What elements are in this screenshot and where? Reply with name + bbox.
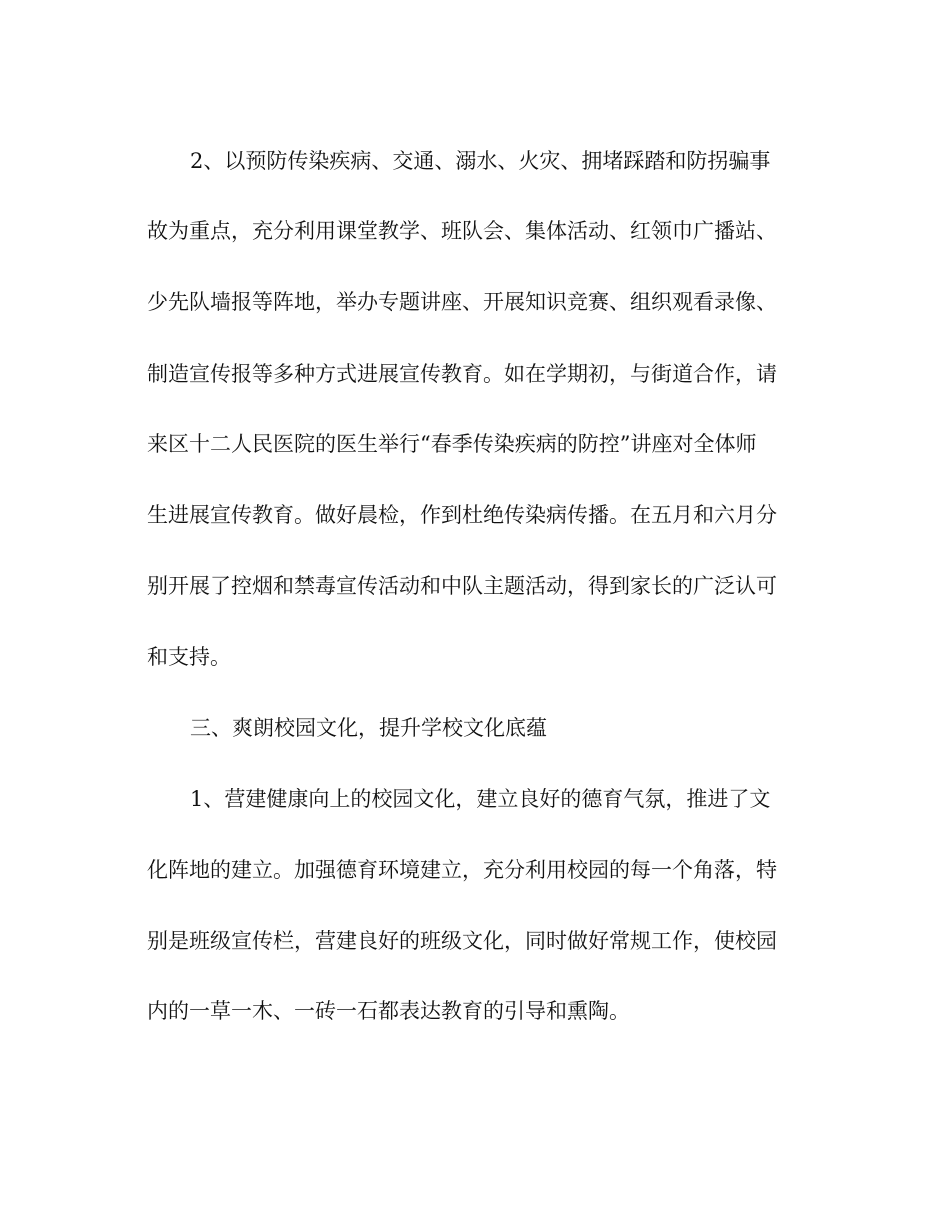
paragraph-line: 别开展了控烟和禁毒宣传活动和中队主题活动，得到家长的广泛认可 <box>147 574 777 598</box>
paragraph-line: 2、以预防传染疾病、交通、溺水、火灾、拥堵踩踏和防拐骗事 <box>190 149 771 173</box>
paragraph-line: 少先队墙报等阵地，举办专题讲座、开展知识竞赛、组织观看录像、 <box>147 290 777 314</box>
paragraph-line: 故为重点，充分利用课堂教学、班队会、集体活动、红领巾广播站、 <box>147 219 777 243</box>
section-heading: 三、爽朗校园文化，提升学校文化底蕴 <box>190 716 547 740</box>
paragraph-line: 和支持。 <box>147 645 231 669</box>
paragraph-line: 来区十二人民医院的医生举行“春季传染疾病的防控”讲座对全体师 <box>147 432 757 456</box>
paragraph-line: 内的一草一木、一砖一石都表达教育的引导和熏陶。 <box>147 999 630 1023</box>
paragraph-line: 别是班级宣传栏，营建良好的班级文化，同时做好常规工作，使校园 <box>147 929 777 953</box>
paragraph-line: 1、营建健康向上的校园文化，建立良好的德育气氛，推进了文 <box>190 787 771 811</box>
paragraph-line: 制造宣传报等多种方式进展宣传教育。如在学期初，与街道合作，请 <box>147 362 777 386</box>
paragraph-line: 生进展宣传教育。做好晨检，作到杜绝传染病传播。在五月和六月分 <box>147 503 777 527</box>
paragraph-line: 化阵地的建立。加强德育环境建立，充分利用校园的每一个角落，特 <box>147 858 777 882</box>
